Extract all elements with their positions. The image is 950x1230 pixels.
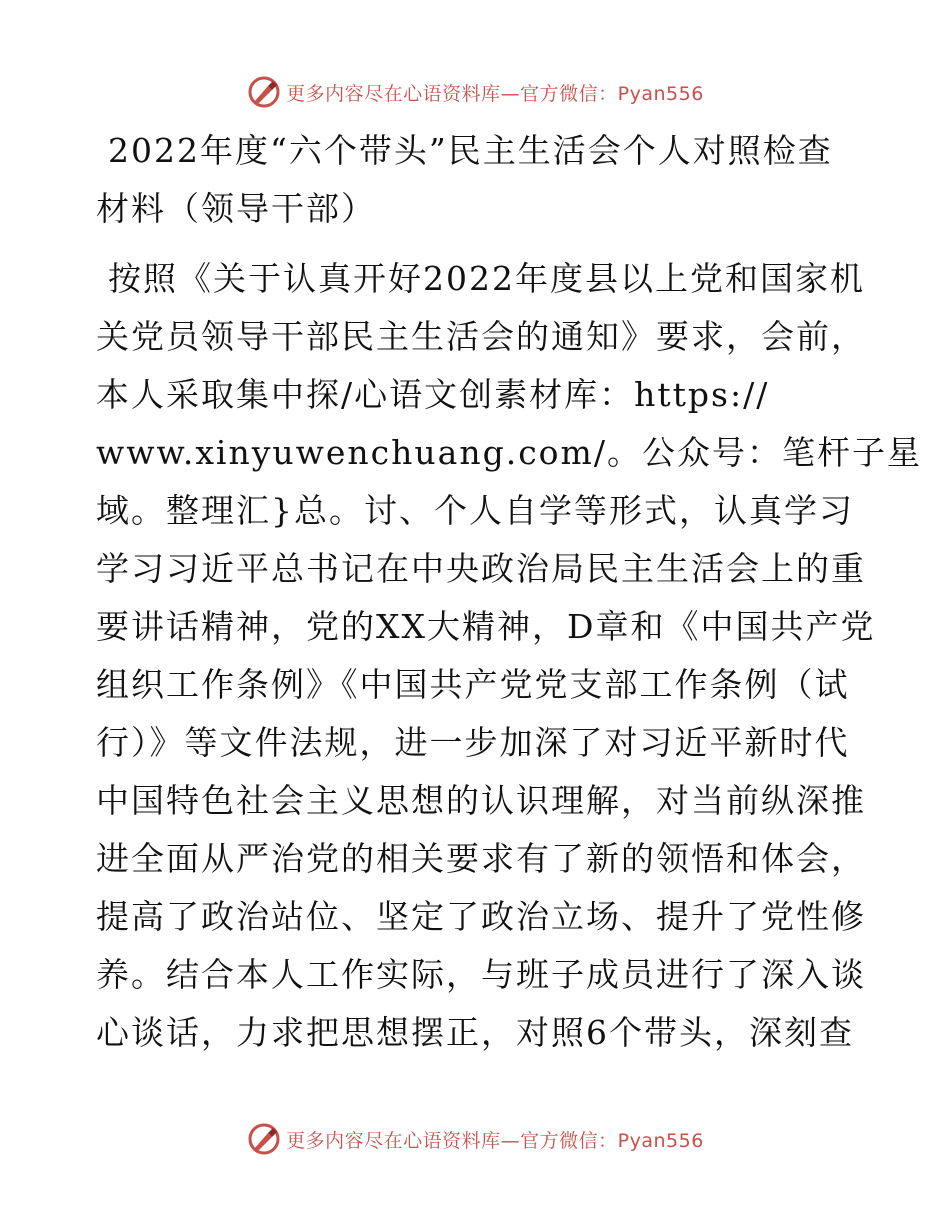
body-line: 进全面从严治党的相关要求有了新的领悟和体会，: [96, 839, 866, 878]
document-body: [96, 250, 922, 1062]
body-line: 提高了政治站位、坚定了政治立场、提升了党性修: [96, 897, 866, 936]
document-page: [96, 122, 922, 1062]
body-line: 按照《关于认真开好2022年度县以上党和国家机: [108, 259, 865, 298]
title-line: 2022年度“六个带头”民主生活会个人对照检查: [108, 131, 833, 170]
body-line: 养。结合本人工作实际，与班子成员进行了深入谈: [96, 955, 866, 994]
header-watermark: [0, 72, 950, 112]
pen-logo-icon: [246, 74, 282, 110]
body-line: 要讲话精神，党的XX大精神，D章和《中国共产党: [96, 607, 876, 646]
body-line: 行）》等文件法规，进一步加深了对习近平新时代: [96, 723, 850, 762]
title-line: 材料（领导干部）: [96, 189, 376, 228]
body-line: 学习习近平总书记在中央政治局民主生活会上的重: [96, 549, 866, 588]
body-line: 组织工作条例》《中国共产党党支部工作条例（试: [96, 665, 850, 704]
document-title: [96, 122, 856, 238]
body-line: 心谈话，力求把思想摆正，对照6个带头，深刻查: [96, 1013, 854, 1052]
body-line: 中国特色社会主义思想的认识理解，对当前纵深推: [96, 781, 866, 820]
footer-watermark: [0, 1119, 950, 1159]
pen-logo-icon: [246, 1121, 282, 1157]
body-line: www.xinyuwenchuang.com/。公众号：笔杆子星: [96, 433, 922, 472]
body-line: 域。整理汇}总。讨、个人自学等形式，认真学习: [96, 491, 854, 530]
body-line: 本人采取集中探/心语文创素材库：https://: [96, 375, 770, 414]
body-line: 关党员领导干部民主生活会的通知》要求，会前，: [96, 317, 866, 356]
watermark-text: 更多内容尽在心语资料库—官方微信：Pyan556: [286, 82, 704, 105]
watermark-text: 更多内容尽在心语资料库—官方微信：Pyan556: [286, 1129, 704, 1152]
